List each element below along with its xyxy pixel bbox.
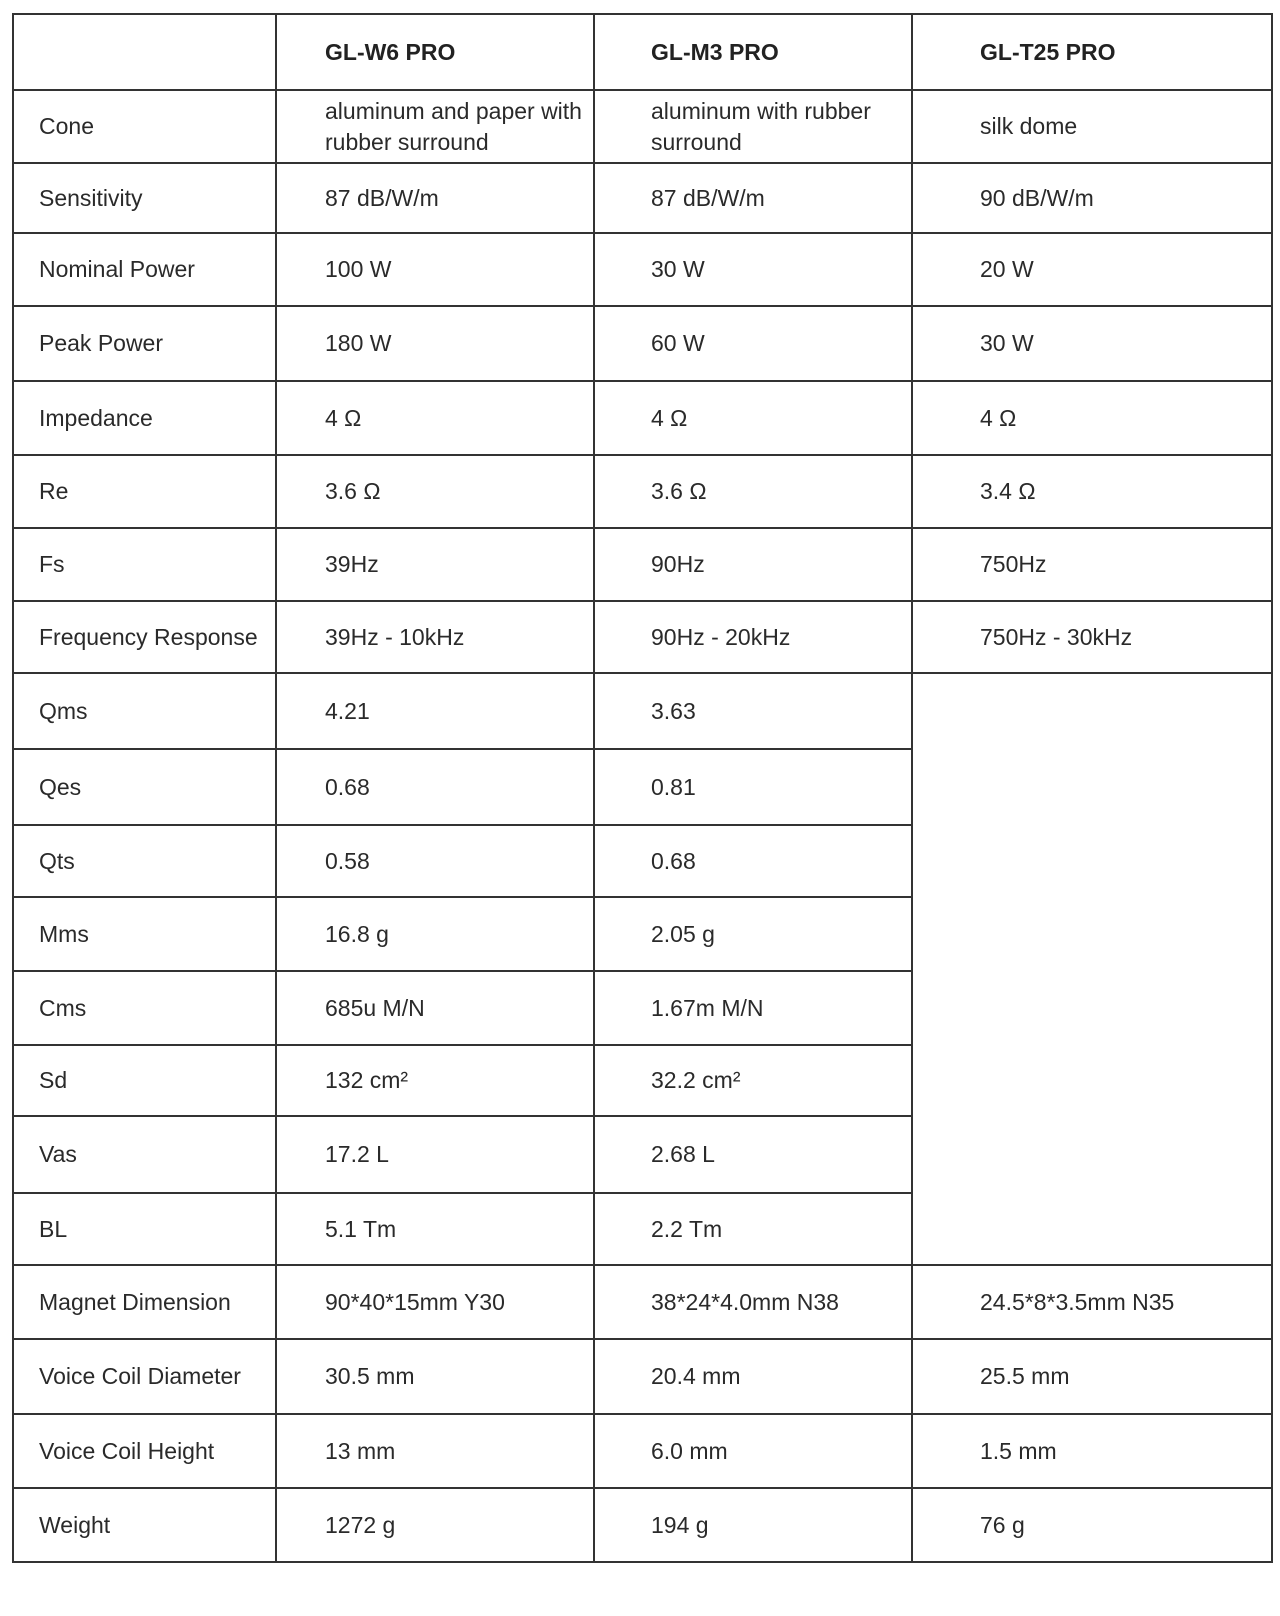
value-gl-m3-pro: 90Hz [594, 528, 912, 601]
value-gl-m3-pro: aluminum with rubber surround [594, 90, 912, 163]
value-gl-m3-pro: 0.68 [594, 825, 912, 897]
value-gl-w6-pro: 4 Ω [276, 381, 594, 455]
table-row [13, 381, 1272, 455]
header-corner-cell [13, 14, 276, 90]
header-row [13, 14, 1272, 90]
table-row [13, 673, 1272, 749]
row-label: Weight [13, 1488, 276, 1562]
value-gl-w6-pro: 132 cm² [276, 1045, 594, 1116]
value-gl-t25-pro: 90 dB/W/m [912, 163, 1272, 233]
value-gl-w6-pro: 39Hz [276, 528, 594, 601]
value-gl-w6-pro: 0.68 [276, 749, 594, 825]
value-gl-m3-pro: 87 dB/W/m [594, 163, 912, 233]
value-gl-t25-pro: 750Hz [912, 528, 1272, 601]
value-gl-t25-pro: 76 g [912, 1488, 1272, 1562]
value-gl-w6-pro: 3.6 Ω [276, 455, 594, 528]
value-gl-m3-pro: 2.05 g [594, 897, 912, 971]
value-gl-w6-pro: 180 W [276, 306, 594, 381]
value-gl-m3-pro: 3.6 Ω [594, 455, 912, 528]
table-row [13, 163, 1272, 233]
value-gl-m3-pro: 60 W [594, 306, 912, 381]
header-model-m3: GL-M3 PRO [594, 14, 912, 90]
value-gl-t25-pro: silk dome [912, 90, 1272, 163]
value-gl-w6-pro: 17.2 L [276, 1116, 594, 1193]
value-gl-m3-pro: 194 g [594, 1488, 912, 1562]
value-gl-m3-pro: 2.68 L [594, 1116, 912, 1193]
value-gl-m3-pro: 90Hz - 20kHz [594, 601, 912, 673]
row-label: Impedance [13, 381, 276, 455]
row-label: Vas [13, 1116, 276, 1193]
value-gl-t25-pro: 20 W [912, 233, 1272, 306]
empty-merged-cell [912, 673, 1272, 1265]
value-gl-m3-pro: 2.2 Tm [594, 1193, 912, 1265]
row-label: Cone [13, 90, 276, 163]
value-gl-t25-pro: 1.5 mm [912, 1414, 1272, 1488]
value-gl-m3-pro: 0.81 [594, 749, 912, 825]
row-label: Peak Power [13, 306, 276, 381]
value-gl-w6-pro: aluminum and paper with rubber surround [276, 90, 594, 163]
table-row [13, 1488, 1272, 1562]
value-gl-w6-pro: 16.8 g [276, 897, 594, 971]
value-gl-m3-pro: 6.0 mm [594, 1414, 912, 1488]
value-gl-w6-pro: 90*40*15mm Y30 [276, 1265, 594, 1339]
value-gl-m3-pro: 1.67m M/N [594, 971, 912, 1045]
speaker-spec-table [12, 13, 1273, 1563]
value-gl-m3-pro: 32.2 cm² [594, 1045, 912, 1116]
value-gl-w6-pro: 39Hz - 10kHz [276, 601, 594, 673]
row-label: Nominal Power [13, 233, 276, 306]
table-row [13, 601, 1272, 673]
row-label: Fs [13, 528, 276, 601]
header-model-t25: GL-T25 PRO [912, 14, 1272, 90]
spec-table-body [13, 14, 1272, 1562]
table-row [13, 1265, 1272, 1339]
row-label: Qts [13, 825, 276, 897]
table-row [13, 306, 1272, 381]
value-gl-w6-pro: 5.1 Tm [276, 1193, 594, 1265]
row-label: Voice Coil Height [13, 1414, 276, 1488]
row-label: Frequency Response [13, 601, 276, 673]
value-gl-m3-pro: 4 Ω [594, 381, 912, 455]
value-gl-w6-pro: 1272 g [276, 1488, 594, 1562]
table-row [13, 1339, 1272, 1414]
value-gl-w6-pro: 30.5 mm [276, 1339, 594, 1414]
table-row [13, 455, 1272, 528]
value-gl-t25-pro: 750Hz - 30kHz [912, 601, 1272, 673]
value-gl-t25-pro: 24.5*8*3.5mm N35 [912, 1265, 1272, 1339]
value-gl-m3-pro: 20.4 mm [594, 1339, 912, 1414]
table-row [13, 528, 1272, 601]
row-label: Sd [13, 1045, 276, 1116]
row-label: Magnet Dimension [13, 1265, 276, 1339]
value-gl-w6-pro: 0.58 [276, 825, 594, 897]
row-label: Sensitivity [13, 163, 276, 233]
row-label: Mms [13, 897, 276, 971]
value-gl-m3-pro: 30 W [594, 233, 912, 306]
value-gl-t25-pro: 4 Ω [912, 381, 1272, 455]
row-label: Re [13, 455, 276, 528]
value-gl-m3-pro: 3.63 [594, 673, 912, 749]
header-model-w6: GL-W6 PRO [276, 14, 594, 90]
row-label: Qms [13, 673, 276, 749]
value-gl-w6-pro: 13 mm [276, 1414, 594, 1488]
row-label: Voice Coil Diameter [13, 1339, 276, 1414]
value-gl-w6-pro: 100 W [276, 233, 594, 306]
value-gl-m3-pro: 38*24*4.0mm N38 [594, 1265, 912, 1339]
row-label: Qes [13, 749, 276, 825]
table-row [13, 233, 1272, 306]
value-gl-w6-pro: 4.21 [276, 673, 594, 749]
table-row [13, 90, 1272, 163]
value-gl-w6-pro: 87 dB/W/m [276, 163, 594, 233]
value-gl-t25-pro: 30 W [912, 306, 1272, 381]
value-gl-t25-pro: 25.5 mm [912, 1339, 1272, 1414]
row-label: BL [13, 1193, 276, 1265]
value-gl-t25-pro: 3.4 Ω [912, 455, 1272, 528]
value-gl-w6-pro: 685u M/N [276, 971, 594, 1045]
table-row [13, 1414, 1272, 1488]
row-label: Cms [13, 971, 276, 1045]
